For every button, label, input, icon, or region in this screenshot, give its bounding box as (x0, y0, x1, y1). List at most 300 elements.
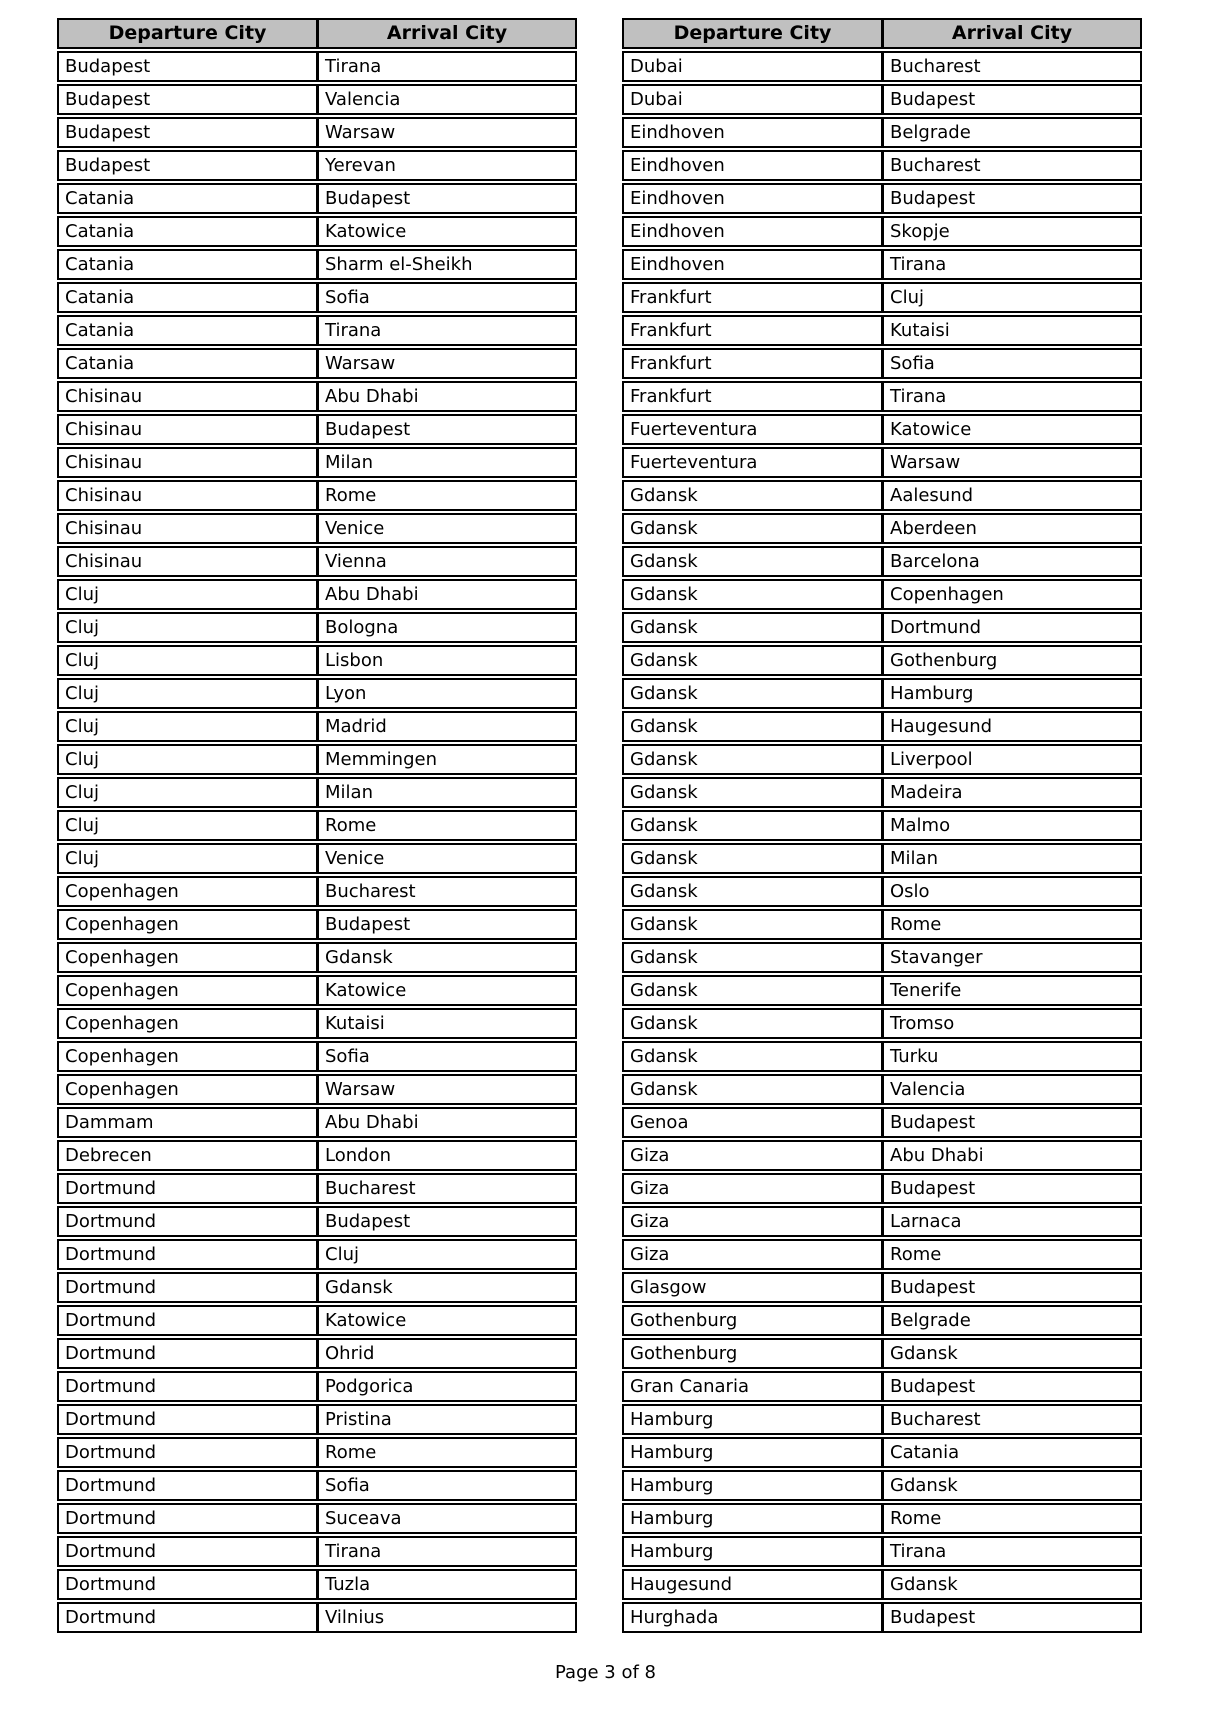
arrival-city-cell: Budapest (317, 183, 577, 214)
departure-city-cell: Budapest (57, 117, 317, 148)
table-row (57, 1041, 577, 1072)
arrival-city-cell: Kutaisi (882, 315, 1142, 346)
departure-city-cell: Gdansk (622, 942, 882, 973)
arrival-city-cell: Milan (317, 447, 577, 478)
arrival-city-cell: Katowice (317, 975, 577, 1006)
table-row (622, 645, 1142, 676)
departure-city-cell: Giza (622, 1206, 882, 1237)
table-row (57, 1173, 577, 1204)
arrival-city-cell: Aberdeen (882, 513, 1142, 544)
arrival-city-cell: Memmingen (317, 744, 577, 775)
departure-city-cell: Copenhagen (57, 942, 317, 973)
departure-city-cell: Dortmund (57, 1569, 317, 1600)
arrival-city-cell: Tirana (317, 315, 577, 346)
arrival-city-cell: Budapest (882, 1272, 1142, 1303)
arrival-city-cell: Barcelona (882, 546, 1142, 577)
departure-city-cell: Copenhagen (57, 876, 317, 907)
departure-city-cell: Cluj (57, 645, 317, 676)
departure-city-cell: Dortmund (57, 1536, 317, 1567)
departure-city-cell: Frankfurt (622, 348, 882, 379)
departure-city-cell: Chisinau (57, 447, 317, 478)
departure-city-cell: Gdansk (622, 777, 882, 808)
table-row (622, 1338, 1142, 1369)
routes-table-left (57, 16, 577, 1635)
arrival-city-header: Arrival City (317, 18, 577, 49)
departure-city-cell: Cluj (57, 579, 317, 610)
table-row (622, 1206, 1142, 1237)
arrival-city-cell: Valencia (317, 84, 577, 115)
departure-city-cell: Cluj (57, 678, 317, 709)
table-row (622, 249, 1142, 280)
arrival-city-cell: Cluj (317, 1239, 577, 1270)
table-row (622, 150, 1142, 181)
table-row (622, 1173, 1142, 1204)
departure-city-cell: Gdansk (622, 645, 882, 676)
departure-city-cell: Haugesund (622, 1569, 882, 1600)
table-row (57, 1569, 577, 1600)
departure-city-cell: Eindhoven (622, 150, 882, 181)
departure-city-cell: Gdansk (622, 744, 882, 775)
departure-city-cell: Dortmund (57, 1173, 317, 1204)
arrival-city-cell: Tirana (317, 51, 577, 82)
departure-city-cell: Hamburg (622, 1404, 882, 1435)
arrival-city-cell: Rome (882, 1239, 1142, 1270)
departure-city-cell: Gdansk (622, 876, 882, 907)
table-header (57, 18, 577, 49)
arrival-city-cell: Venice (317, 843, 577, 874)
departure-city-cell: Dammam (57, 1107, 317, 1138)
arrival-city-cell: Bucharest (882, 1404, 1142, 1435)
table-row (622, 1140, 1142, 1171)
departure-city-cell: Cluj (57, 711, 317, 742)
table-row (622, 216, 1142, 247)
arrival-city-cell: Gdansk (317, 1272, 577, 1303)
arrival-city-cell: Katowice (882, 414, 1142, 445)
arrival-city-cell: Larnaca (882, 1206, 1142, 1237)
arrival-city-cell: Belgrade (882, 1305, 1142, 1336)
table-row (57, 84, 577, 115)
arrival-city-cell: Skopje (882, 216, 1142, 247)
departure-city-cell: Dortmund (57, 1503, 317, 1534)
table-row (622, 612, 1142, 643)
table-row (622, 1437, 1142, 1468)
departure-city-cell: Eindhoven (622, 216, 882, 247)
departure-city-cell: Cluj (57, 810, 317, 841)
arrival-city-cell: Venice (317, 513, 577, 544)
table-row (57, 1338, 577, 1369)
table-row (622, 1074, 1142, 1105)
table-row (622, 1305, 1142, 1336)
arrival-city-cell: Budapest (317, 414, 577, 445)
arrival-city-cell: Milan (882, 843, 1142, 874)
table-row (622, 447, 1142, 478)
departure-city-cell: Catania (57, 216, 317, 247)
arrival-city-cell: Hamburg (882, 678, 1142, 709)
departure-city-cell: Dortmund (57, 1239, 317, 1270)
departure-city-cell: Gdansk (622, 1074, 882, 1105)
departure-city-cell: Catania (57, 249, 317, 280)
table-row (57, 744, 577, 775)
departure-city-cell: Gdansk (622, 909, 882, 940)
arrival-city-cell: Bucharest (317, 876, 577, 907)
departure-city-cell: Gdansk (622, 480, 882, 511)
arrival-city-cell: Warsaw (317, 117, 577, 148)
table-row (57, 612, 577, 643)
table-row (57, 1239, 577, 1270)
departure-city-cell: Genoa (622, 1107, 882, 1138)
departure-city-cell: Dortmund (57, 1602, 317, 1633)
arrival-city-header: Arrival City (882, 18, 1142, 49)
table-row (57, 975, 577, 1006)
arrival-city-cell: Malmo (882, 810, 1142, 841)
table-row (57, 1503, 577, 1534)
arrival-city-cell: Sofia (882, 348, 1142, 379)
arrival-city-cell: Haugesund (882, 711, 1142, 742)
arrival-city-cell: Tuzla (317, 1569, 577, 1600)
table-row (57, 876, 577, 907)
table-row (57, 447, 577, 478)
table-row (622, 1008, 1142, 1039)
tables-container (57, 16, 1142, 1635)
arrival-city-cell: Copenhagen (882, 579, 1142, 610)
table-row (622, 810, 1142, 841)
table-row (57, 1074, 577, 1105)
departure-city-cell: Dortmund (57, 1470, 317, 1501)
departure-city-cell: Catania (57, 348, 317, 379)
departure-city-cell: Giza (622, 1239, 882, 1270)
table-row (622, 84, 1142, 115)
arrival-city-cell: Rome (317, 1437, 577, 1468)
table-row (57, 1140, 577, 1171)
departure-city-cell: Catania (57, 315, 317, 346)
departure-city-cell: Dortmund (57, 1272, 317, 1303)
departure-city-cell: Dortmund (57, 1404, 317, 1435)
departure-city-cell: Gdansk (622, 810, 882, 841)
header-row (622, 18, 1142, 49)
table-row (622, 942, 1142, 973)
arrival-city-cell: Rome (317, 810, 577, 841)
arrival-city-cell: Madrid (317, 711, 577, 742)
arrival-city-cell: Tirana (882, 1536, 1142, 1567)
table-row (622, 51, 1142, 82)
table-row (622, 843, 1142, 874)
table-row (622, 678, 1142, 709)
table-row (57, 183, 577, 214)
arrival-city-cell: Dortmund (882, 612, 1142, 643)
arrival-city-cell: Vilnius (317, 1602, 577, 1633)
table-row (57, 51, 577, 82)
table-row (622, 1239, 1142, 1270)
table-row (57, 1602, 577, 1633)
departure-city-cell: Gdansk (622, 1008, 882, 1039)
departure-city-cell: Copenhagen (57, 1041, 317, 1072)
arrival-city-cell: Tirana (882, 381, 1142, 412)
departure-city-cell: Budapest (57, 84, 317, 115)
table-row (57, 480, 577, 511)
arrival-city-cell: Abu Dhabi (317, 579, 577, 610)
departure-city-cell: Gothenburg (622, 1305, 882, 1336)
departure-city-cell: Gdansk (622, 711, 882, 742)
departure-city-cell: Chisinau (57, 513, 317, 544)
departure-city-cell: Catania (57, 183, 317, 214)
arrival-city-cell: Bucharest (882, 51, 1142, 82)
table-row (57, 909, 577, 940)
arrival-city-cell: Abu Dhabi (317, 1107, 577, 1138)
table-row (57, 579, 577, 610)
arrival-city-cell: Madeira (882, 777, 1142, 808)
arrival-city-cell: London (317, 1140, 577, 1171)
arrival-city-cell: Budapest (317, 909, 577, 940)
arrival-city-cell: Podgorica (317, 1371, 577, 1402)
table-row (622, 876, 1142, 907)
arrival-city-cell: Lisbon (317, 645, 577, 676)
arrival-city-cell: Suceava (317, 1503, 577, 1534)
arrival-city-cell: Tromso (882, 1008, 1142, 1039)
table-row (622, 1041, 1142, 1072)
arrival-city-cell: Gothenburg (882, 645, 1142, 676)
table-row (622, 1470, 1142, 1501)
arrival-city-cell: Cluj (882, 282, 1142, 313)
arrival-city-cell: Warsaw (317, 348, 577, 379)
table-row (57, 1305, 577, 1336)
table-row (57, 1470, 577, 1501)
table-row (622, 513, 1142, 544)
departure-city-cell: Gdansk (622, 546, 882, 577)
arrival-city-cell: Sofia (317, 1470, 577, 1501)
arrival-city-cell: Gdansk (882, 1569, 1142, 1600)
arrival-city-cell: Tirana (317, 1536, 577, 1567)
departure-city-cell: Gdansk (622, 579, 882, 610)
departure-city-cell: Gdansk (622, 678, 882, 709)
table-row (57, 942, 577, 973)
departure-city-cell: Hamburg (622, 1470, 882, 1501)
arrival-city-cell: Vienna (317, 546, 577, 577)
arrival-city-cell: Budapest (882, 1371, 1142, 1402)
table-row (622, 777, 1142, 808)
departure-city-cell: Cluj (57, 777, 317, 808)
arrival-city-cell: Warsaw (882, 447, 1142, 478)
arrival-city-cell: Warsaw (317, 1074, 577, 1105)
table-row (622, 348, 1142, 379)
routes-table-right (622, 16, 1142, 1635)
arrival-city-cell: Stavanger (882, 942, 1142, 973)
table-row (622, 183, 1142, 214)
table-row (622, 414, 1142, 445)
table-row (57, 249, 577, 280)
table-row (57, 150, 577, 181)
table-row (57, 1107, 577, 1138)
departure-city-cell: Hamburg (622, 1536, 882, 1567)
departure-city-header: Departure City (622, 18, 882, 49)
table-row (622, 480, 1142, 511)
header-row (57, 18, 577, 49)
arrival-city-cell: Bucharest (317, 1173, 577, 1204)
table-row (622, 909, 1142, 940)
departure-city-cell: Debrecen (57, 1140, 317, 1171)
table-row (57, 843, 577, 874)
table-row (622, 1404, 1142, 1435)
departure-city-cell: Budapest (57, 150, 317, 181)
arrival-city-cell: Abu Dhabi (882, 1140, 1142, 1171)
arrival-city-cell: Catania (882, 1437, 1142, 1468)
arrival-city-cell: Budapest (882, 183, 1142, 214)
departure-city-cell: Gothenburg (622, 1338, 882, 1369)
arrival-city-cell: Yerevan (317, 150, 577, 181)
table-row (57, 1437, 577, 1468)
table-row (57, 1008, 577, 1039)
arrival-city-cell: Bucharest (882, 150, 1142, 181)
page-number: Page 3 of 8 (555, 1662, 656, 1683)
arrival-city-cell: Lyon (317, 678, 577, 709)
table-body (57, 51, 577, 1633)
table-row (622, 1503, 1142, 1534)
departure-city-cell: Frankfurt (622, 381, 882, 412)
arrival-city-cell: Budapest (882, 1107, 1142, 1138)
table-row (622, 579, 1142, 610)
departure-city-cell: Glasgow (622, 1272, 882, 1303)
table-row (622, 315, 1142, 346)
table-row (622, 1371, 1142, 1402)
arrival-city-cell: Gdansk (317, 942, 577, 973)
table-row (622, 381, 1142, 412)
arrival-city-cell: Turku (882, 1041, 1142, 1072)
departure-city-cell: Dortmund (57, 1437, 317, 1468)
table-row (57, 216, 577, 247)
arrival-city-cell: Tirana (882, 249, 1142, 280)
arrival-city-cell: Katowice (317, 216, 577, 247)
table-row (622, 1536, 1142, 1567)
departure-city-cell: Copenhagen (57, 1008, 317, 1039)
arrival-city-cell: Budapest (317, 1206, 577, 1237)
table-row (622, 1602, 1142, 1633)
table-row (57, 414, 577, 445)
departure-city-cell: Gdansk (622, 612, 882, 643)
table-row (57, 513, 577, 544)
table-row (57, 1404, 577, 1435)
departure-city-cell: Eindhoven (622, 249, 882, 280)
table-row (57, 711, 577, 742)
table-row (57, 348, 577, 379)
departure-city-cell: Giza (622, 1140, 882, 1171)
table-row (622, 1272, 1142, 1303)
arrival-city-cell: Sharm el-Sheikh (317, 249, 577, 280)
arrival-city-cell: Bologna (317, 612, 577, 643)
departure-city-cell: Dubai (622, 84, 882, 115)
arrival-city-cell: Budapest (882, 1602, 1142, 1633)
table-row (57, 1272, 577, 1303)
departure-city-cell: Cluj (57, 612, 317, 643)
arrival-city-cell: Ohrid (317, 1338, 577, 1369)
arrival-city-cell: Belgrade (882, 117, 1142, 148)
arrival-city-cell: Oslo (882, 876, 1142, 907)
arrival-city-cell: Abu Dhabi (317, 381, 577, 412)
table-row (57, 381, 577, 412)
table-body (622, 51, 1142, 1633)
arrival-city-cell: Pristina (317, 1404, 577, 1435)
table-row (622, 744, 1142, 775)
arrival-city-cell: Katowice (317, 1305, 577, 1336)
departure-city-cell: Copenhagen (57, 1074, 317, 1105)
arrival-city-cell: Gdansk (882, 1338, 1142, 1369)
arrival-city-cell: Tenerife (882, 975, 1142, 1006)
departure-city-cell: Frankfurt (622, 315, 882, 346)
departure-city-cell: Fuerteventura (622, 447, 882, 478)
table-row (622, 1107, 1142, 1138)
table-row (57, 810, 577, 841)
table-row (57, 117, 577, 148)
table-row (622, 282, 1142, 313)
departure-city-cell: Eindhoven (622, 117, 882, 148)
departure-city-cell: Cluj (57, 843, 317, 874)
departure-city-cell: Chisinau (57, 381, 317, 412)
departure-city-cell: Gdansk (622, 843, 882, 874)
departure-city-cell: Eindhoven (622, 183, 882, 214)
table-header (622, 18, 1142, 49)
departure-city-cell: Gran Canaria (622, 1371, 882, 1402)
departure-city-cell: Dortmund (57, 1206, 317, 1237)
table-row (57, 282, 577, 313)
table-row (622, 1569, 1142, 1600)
arrival-city-cell: Sofia (317, 282, 577, 313)
table-row (57, 678, 577, 709)
table-row (57, 315, 577, 346)
departure-city-cell: Catania (57, 282, 317, 313)
departure-city-cell: Gdansk (622, 975, 882, 1006)
departure-city-cell: Chisinau (57, 546, 317, 577)
departure-city-cell: Dortmund (57, 1338, 317, 1369)
departure-city-cell: Giza (622, 1173, 882, 1204)
arrival-city-cell: Rome (882, 1503, 1142, 1534)
table-row (57, 777, 577, 808)
table-row (622, 546, 1142, 577)
table-row (57, 1371, 577, 1402)
departure-city-cell: Hamburg (622, 1503, 882, 1534)
departure-city-header: Departure City (57, 18, 317, 49)
departure-city-cell: Dortmund (57, 1305, 317, 1336)
departure-city-cell: Budapest (57, 51, 317, 82)
departure-city-cell: Copenhagen (57, 909, 317, 940)
departure-city-cell: Hurghada (622, 1602, 882, 1633)
arrival-city-cell: Milan (317, 777, 577, 808)
departure-city-cell: Dubai (622, 51, 882, 82)
arrival-city-cell: Budapest (882, 1173, 1142, 1204)
table-row (622, 711, 1142, 742)
table-row (622, 975, 1142, 1006)
departure-city-cell: Hamburg (622, 1437, 882, 1468)
departure-city-cell: Chisinau (57, 414, 317, 445)
arrival-city-cell: Rome (317, 480, 577, 511)
arrival-city-cell: Aalesund (882, 480, 1142, 511)
departure-city-cell: Dortmund (57, 1371, 317, 1402)
departure-city-cell: Chisinau (57, 480, 317, 511)
departure-city-cell: Gdansk (622, 1041, 882, 1072)
table-row (57, 1206, 577, 1237)
table-row (57, 645, 577, 676)
arrival-city-cell: Valencia (882, 1074, 1142, 1105)
departure-city-cell: Gdansk (622, 513, 882, 544)
arrival-city-cell: Rome (882, 909, 1142, 940)
arrival-city-cell: Kutaisi (317, 1008, 577, 1039)
arrival-city-cell: Gdansk (882, 1470, 1142, 1501)
arrival-city-cell: Sofia (317, 1041, 577, 1072)
table-row (622, 117, 1142, 148)
table-row (57, 1536, 577, 1567)
table-row (57, 546, 577, 577)
departure-city-cell: Frankfurt (622, 282, 882, 313)
departure-city-cell: Fuerteventura (622, 414, 882, 445)
departure-city-cell: Copenhagen (57, 975, 317, 1006)
departure-city-cell: Cluj (57, 744, 317, 775)
